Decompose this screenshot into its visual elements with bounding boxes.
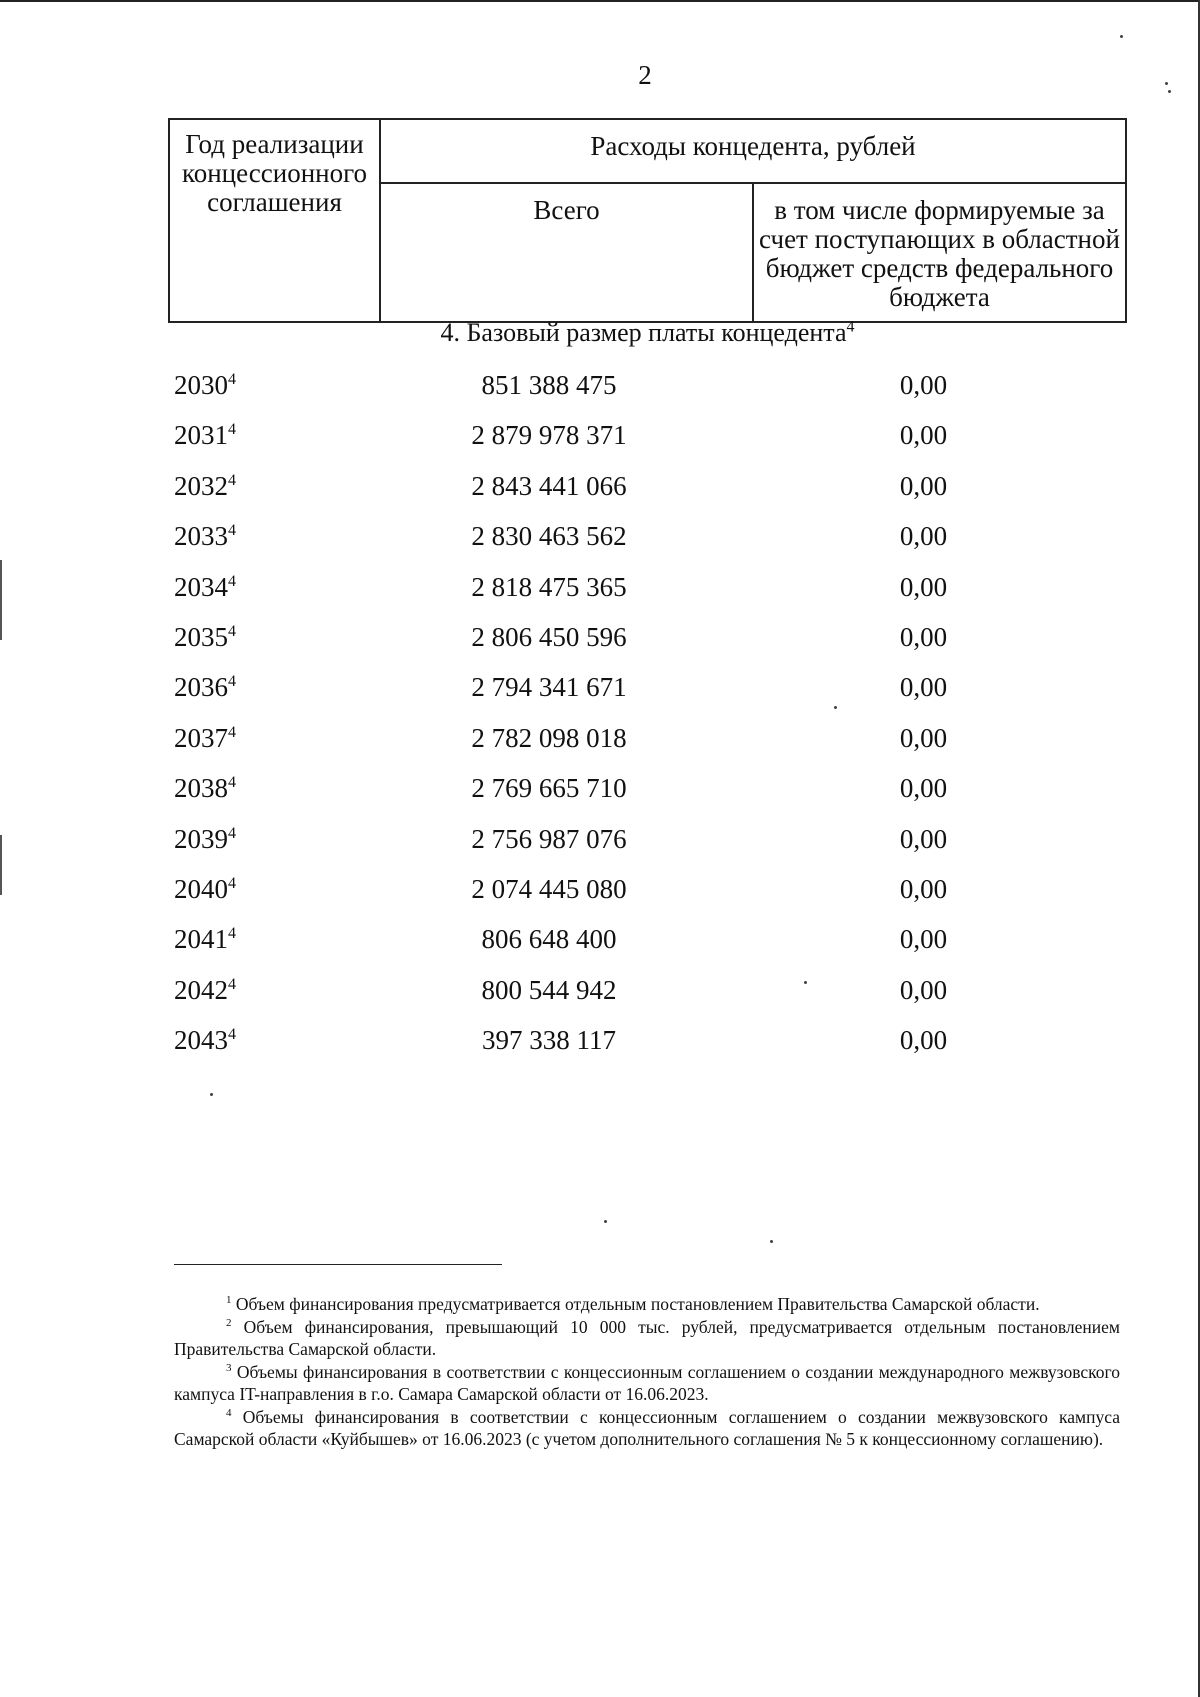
row-year: [174, 723, 236, 754]
footnote: [174, 1361, 1120, 1405]
row-total: 2 756 987 076: [471, 823, 627, 854]
row-year: [174, 1025, 236, 1056]
scan-speck: [1120, 35, 1123, 38]
row-total: 851 388 475: [481, 370, 617, 400]
table-row: [168, 769, 1127, 819]
footnote-text: Объем финансирования предусматривается отдельным постановлением Правительства Самарской области.: [235, 1294, 1040, 1314]
table-row: [168, 719, 1127, 769]
table-row: [168, 920, 1127, 970]
row-year: [174, 370, 236, 401]
row-year: [174, 773, 236, 804]
row-federal: 0,00: [899, 924, 948, 955]
footnote-text: Объем финансирования, превышающий 10 000 тыс. рублей, предусматривается отдельным постановлением Правительства Самарской области.: [174, 1317, 1121, 1359]
row-year: [174, 572, 236, 603]
row-federal: 0,00: [899, 672, 948, 703]
scan-left-mark: [0, 560, 2, 640]
row-federal: 0,00: [899, 370, 948, 400]
year-value: 2033: [174, 521, 228, 552]
row-federal: 0,00: [899, 974, 948, 1005]
row-federal: 0,00: [899, 470, 948, 501]
header-year: Год реализации концессионного соглашения: [169, 119, 380, 322]
row-federal: 0,00: [899, 773, 948, 804]
year-value: 2041: [174, 924, 228, 955]
table-row: [168, 820, 1127, 870]
header-total: Всего: [380, 183, 753, 322]
header-federal: в том числе формируемые за счет поступающих в областной бюджет средств федерального бюджета: [753, 183, 1126, 322]
footnote-number: 4: [226, 1407, 232, 1420]
footnote-number: 3: [226, 1362, 232, 1375]
row-federal: 0,00: [899, 823, 948, 854]
footnote-mark: 4: [228, 572, 236, 590]
section-title: [168, 318, 1127, 348]
table-row: [168, 971, 1127, 1021]
year-value: 2034: [174, 571, 228, 602]
row-total: 800 544 942: [481, 974, 617, 1005]
row-federal: 0,00: [899, 571, 948, 602]
table-row: [168, 1021, 1127, 1071]
footnote-mark: 4: [228, 874, 236, 892]
scan-speck: [210, 1093, 213, 1096]
scan-speck: [604, 1220, 607, 1223]
row-federal: 0,00: [899, 621, 948, 652]
row-total: 2 818 475 365: [471, 571, 627, 602]
row-total: 2 843 441 066: [471, 470, 627, 501]
footnote-number: 1: [226, 1294, 232, 1307]
year-value: 2043: [174, 1025, 228, 1056]
row-year: [174, 924, 236, 955]
table-row: [168, 668, 1127, 718]
row-total: 2 806 450 596: [471, 621, 627, 652]
row-year: [174, 874, 236, 905]
table-row: [168, 568, 1127, 618]
table-row: [168, 467, 1127, 517]
table-header: [168, 118, 1127, 323]
footnote-mark: 4: [228, 774, 236, 792]
footnote-mark: 4: [228, 925, 236, 943]
row-total: 2 794 341 671: [471, 672, 627, 703]
year-value: 2040: [174, 873, 228, 904]
row-total: 2 782 098 018: [471, 722, 627, 753]
row-year: [174, 824, 236, 855]
scan-left-mark: [0, 835, 2, 895]
table-row: [168, 618, 1127, 668]
row-federal: 0,00: [899, 521, 948, 552]
row-total: 806 648 400: [481, 924, 617, 955]
row-year: [174, 975, 236, 1006]
section-title-text: 4. Базовый размер платы концедента: [440, 318, 847, 347]
row-federal: 0,00: [899, 873, 948, 904]
scan-speck: [770, 1240, 773, 1243]
row-total: 2 830 463 562: [471, 521, 627, 552]
footnote-number: 2: [226, 1317, 232, 1330]
row-total: 397 338 117: [482, 1025, 616, 1056]
table-row: [168, 366, 1127, 416]
footnote-mark: 4: [228, 673, 236, 691]
row-year: [174, 521, 236, 552]
footnote-mark: 4: [228, 1026, 236, 1044]
year-value: 2031: [174, 420, 228, 451]
footnote: [174, 1293, 1120, 1315]
row-federal: 0,00: [899, 722, 948, 753]
year-value: 2038: [174, 773, 228, 804]
table-row: [168, 416, 1127, 466]
footnote: [174, 1316, 1120, 1360]
scan-top-border: [0, 0, 1200, 2]
footnote-mark: 4: [228, 622, 236, 640]
row-total: 2 879 978 371: [471, 420, 627, 451]
footnotes: [174, 1293, 1120, 1451]
year-value: 2035: [174, 621, 228, 652]
footnote-mark: 4: [228, 824, 236, 842]
row-year: [174, 672, 236, 703]
year-value: 2030: [174, 370, 228, 400]
section-footnote-mark: 4: [846, 318, 855, 336]
footnote: [174, 1406, 1120, 1450]
year-value: 2037: [174, 722, 228, 753]
footnote-separator: [174, 1264, 502, 1265]
row-year: [174, 622, 236, 653]
header-expenses: Расходы концедента, рублей: [380, 119, 1126, 183]
row-year: [174, 471, 236, 502]
footnote-mark: 4: [228, 471, 236, 489]
row-total: 2 074 445 080: [471, 873, 627, 904]
footnote-mark: 4: [228, 975, 236, 993]
footnote-text: Объемы финансирования в соответствии с концессионным соглашением о создании межвузовского кампуса Самарской области «Куйбышев» от 16.06.2023 (с учетом дополнительного соглашения № 5 к концессионному соглашению).: [174, 1407, 1120, 1449]
table-row: [168, 517, 1127, 567]
footnote-mark: 4: [228, 371, 236, 388]
footnote-text: Объемы финансирования в соответствии с концессионным соглашением о создании международного межвузовского кампуса IT-направления в г.о. Самара Самарской области от 16.06.2023.: [174, 1362, 1120, 1404]
year-value: 2042: [174, 974, 228, 1005]
year-value: 2039: [174, 823, 228, 854]
year-value: 2032: [174, 470, 228, 501]
footnote-mark: 4: [228, 723, 236, 741]
row-federal: 0,00: [899, 420, 948, 451]
row-year: [174, 420, 236, 451]
footnote-mark: 4: [228, 421, 236, 439]
footnote-mark: 4: [228, 522, 236, 540]
year-value: 2036: [174, 672, 228, 703]
table-body: [168, 366, 1127, 1071]
row-federal: 0,00: [899, 1025, 948, 1056]
page-number: 2: [638, 60, 652, 90]
table-row: [168, 870, 1127, 920]
row-total: 2 769 665 710: [471, 773, 627, 804]
